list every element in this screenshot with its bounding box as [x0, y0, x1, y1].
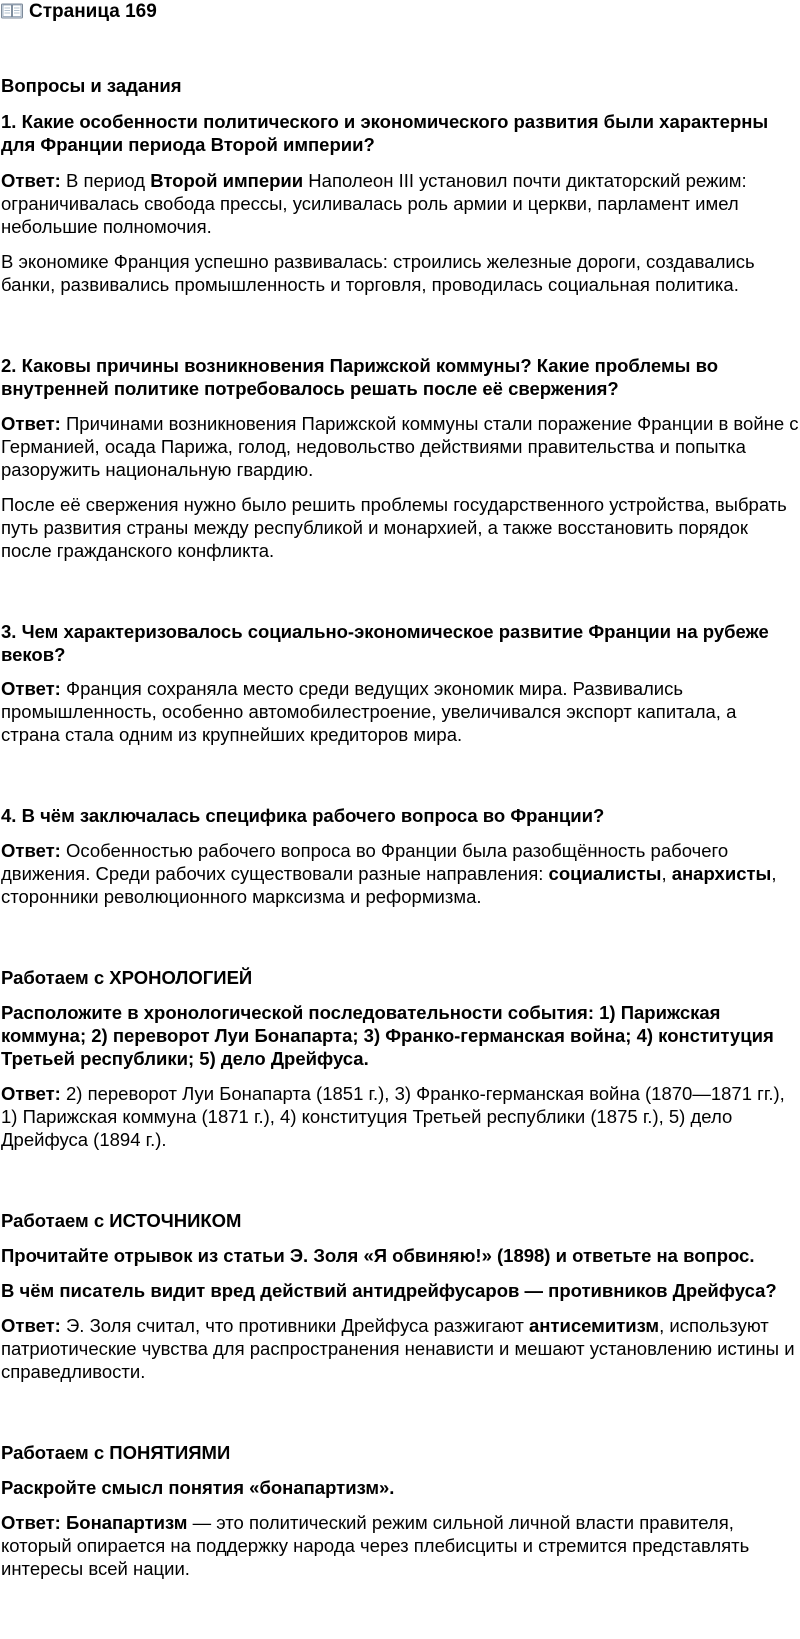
page-title: Страница 169	[29, 1, 157, 22]
source-answer-text-post: , используют патриотические чувства для распространения ненависти и мешают установлению истины и справедливости.	[1, 1315, 795, 1382]
chronology-answer-text: 2) переворот Луи Бонапарта (1851 г.), 3) Франко-германская война (1870—1871 гг.), 1) Парижская коммуна (1871 г.), 4) конституция Третьей республики (1875 г.), 5) дело Дрейфуса (1894 г.).	[1, 1083, 785, 1150]
question-2: 2. Каковы причины возникновения Парижской коммуны? Какие проблемы во внутренней политике потребовалось решать после её свержения?	[1, 355, 719, 399]
answer-3	[1, 677, 800, 746]
answer-4-text-mid: ,	[661, 863, 672, 884]
answer-3-text: Франция сохраняла место среди ведущих экономик мира. Развивались промышленность, особенно автомобилестроение, увеличивался экспорт капитала, а страна стала одним из крупнейших кредиторов мира.	[1, 678, 737, 745]
answer-label: Ответ:	[1, 1083, 61, 1104]
answer-2-paragraph-2: После её свержения нужно было решить проблемы государственного устройства, выбрать путь развития страны между республикой и монархией, а также восстановить порядок после гражданского конфликта.	[1, 494, 787, 561]
answer-1-term: Второй империи	[150, 170, 304, 191]
open-book-icon	[1, 3, 23, 19]
source-heading: Работаем с ИСТОЧНИКОМ	[1, 1210, 242, 1231]
question-1: 1. Какие особенности политического и экономического развития были характерны для Франции периода Второй империи?	[1, 111, 769, 155]
section-heading: Вопросы и задания	[1, 75, 182, 96]
answer-label: Ответ:	[1, 840, 61, 861]
answer-4	[1, 839, 800, 908]
answer-label: Ответ:	[1, 413, 61, 434]
concepts-answer-term: Бонапартизм	[66, 1512, 188, 1533]
answer-1	[1, 169, 800, 238]
concepts-task: Раскройте смысл понятия «бонапартизм».	[1, 1477, 395, 1498]
answer-4-text-pre: Особенностью рабочего вопроса во Франции была разобщённость рабочего движения. Среди рабочих существовали разные направления:	[1, 840, 729, 884]
answer-1-text-post: Наполеон III установил почти диктаторский режим: ограничивалась свобода прессы, усиливалась роль армии и церкви, парламент имел небольшие полномочия.	[1, 170, 747, 237]
answer-1-text-pre: В период	[66, 170, 151, 191]
source-answer-term: антисемитизм	[528, 1315, 660, 1336]
answer-4-text-post: , сторонники революционного марксизма и реформизма.	[1, 863, 777, 907]
chronology-heading: Работаем с ХРОНОЛОГИЕЙ	[1, 967, 253, 988]
concepts-heading: Работаем с ПОНЯТИЯМИ	[1, 1442, 231, 1463]
source-task: Прочитайте отрывок из статьи Э. Золя «Я обвиняю!» (1898) и ответьте на вопрос.	[1, 1245, 755, 1266]
answer-1-paragraph-2: В экономике Франция успешно развивалась: строились железные дороги, создавались банки, развивались промышленность и торговля, проводилась социальная политика.	[1, 251, 755, 295]
page-header	[1, 0, 800, 23]
answer-label: Ответ:	[1, 678, 61, 699]
source-question: В чём писатель видит вред действий антидрейфусаров — противников Дрейфуса?	[1, 1280, 777, 1301]
chronology-task: Расположите в хронологической последовательности события: 1) Парижская коммуна; 2) переворот Луи Бонапарта; 3) Франко-германская война; 4) конституция Третьей республики; 5) дело Дрейфуса.	[1, 1002, 774, 1069]
answer-4-term-socialists: социалисты	[548, 863, 662, 884]
answer-2	[1, 412, 800, 481]
answer-label: Ответ:	[1, 170, 61, 191]
answer-2-text: Причинами возникновения Парижской коммуны стали поражение Франции в войне с Германией, осада Парижа, голод, недовольство действиями правительства и попытка разоружить национальную гвардию.	[1, 413, 799, 480]
chronology-answer	[1, 1082, 800, 1151]
answer-4-term-anarchists: анархисты	[671, 863, 772, 884]
answer-label: Ответ:	[1, 1512, 61, 1533]
source-answer	[1, 1314, 800, 1383]
answer-label: Ответ:	[1, 1315, 61, 1336]
concepts-answer	[1, 1511, 800, 1580]
concepts-answer-text: — это политический режим сильной личной власти правителя, который опирается на поддержку народа через плебисциты и стремится представлять интересы всей нации.	[1, 1512, 750, 1579]
question-3: 3. Чем характеризовалось социально-экономическое развитие Франции на рубеже веков?	[1, 621, 769, 665]
source-answer-text-pre: Э. Золя считал, что противники Дрейфуса разжигают	[66, 1315, 529, 1336]
question-4: 4. В чём заключалась специфика рабочего вопроса во Франции?	[1, 805, 605, 826]
